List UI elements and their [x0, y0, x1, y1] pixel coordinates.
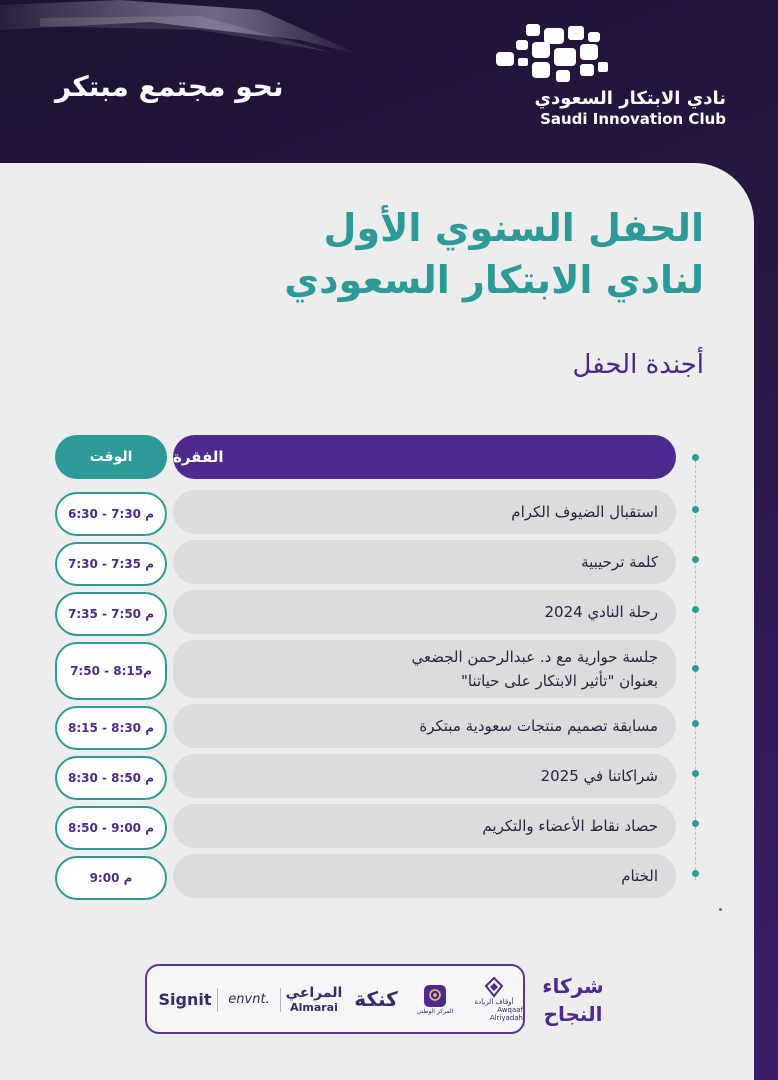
agenda-item: رحلة النادي 2024	[173, 590, 676, 634]
partners-label-line-1: شركاء	[542, 974, 604, 998]
decorative-dot	[719, 908, 722, 911]
timeline-dot	[692, 770, 699, 777]
awqaf-english: Awqaaf Alriyadah	[489, 1006, 523, 1022]
time-badge: 6:30 - 7:30 م	[55, 492, 167, 536]
partner-logo-national-center	[409, 966, 461, 1032]
partner-divider	[217, 988, 218, 1012]
almarai-english: Almarai	[290, 1000, 338, 1014]
timeline-dot	[692, 665, 699, 672]
agenda-item: حصاد نقاط الأعضاء والتكريم	[173, 804, 676, 848]
title-line-2: لنادي الابتكار السعودي	[284, 258, 704, 302]
timeline-dot	[692, 454, 699, 461]
partners-label-line-2: النجاح	[543, 1002, 603, 1026]
agenda-item-line-1: جلسة حوارية مع د. عبدالرحمن الجضعي	[411, 648, 658, 666]
time-badge: 9:00 م	[55, 856, 167, 900]
partners-label	[538, 972, 608, 1028]
time-badge: 8:15 - 8:30 م	[55, 706, 167, 750]
timeline-dot	[692, 556, 699, 563]
agenda-item	[173, 640, 676, 698]
logo-mark-icon	[496, 24, 610, 86]
partner-logo-envnt: envnt.	[228, 991, 270, 1007]
agenda-item-line-2: بعنوان "تأثير الابتكار على حياتنا"	[460, 672, 658, 690]
logo-english-text: Saudi Innovation Club	[540, 110, 726, 128]
awqaf-emblem-icon	[483, 976, 505, 998]
agenda-item: الختام	[173, 854, 676, 898]
timeline-dot	[692, 606, 699, 613]
partner-logo-almarai	[283, 966, 345, 1032]
time-badge: 8:30 - 8:50 م	[55, 756, 167, 800]
partner-logo-konak: كنكة	[354, 987, 398, 1011]
column-header-item: الفقرة	[173, 435, 676, 479]
timeline-dot	[692, 820, 699, 827]
time-badge: 8:50 - 9:00 م	[55, 806, 167, 850]
agenda-item: مسابقة تصميم منتجات سعودية مبتكرة	[173, 704, 676, 748]
header	[0, 0, 778, 170]
timeline-dot	[692, 870, 699, 877]
club-logo	[496, 24, 726, 134]
national-center-text: المركز الوطني	[416, 1007, 454, 1015]
timeline-dot	[692, 720, 699, 727]
almarai-arabic: المراعي	[285, 984, 343, 1001]
partner-divider	[280, 988, 281, 1012]
column-header-time: الوقت	[55, 435, 167, 479]
awqaf-arabic: أوقاف الريادة	[474, 998, 514, 1006]
agenda-subtitle: أجندة الحفل	[572, 350, 704, 380]
title-line-1: الحفل السنوي الأول	[323, 206, 704, 250]
page-title	[184, 202, 704, 306]
national-center-emblem-icon	[423, 984, 447, 1008]
light-streak-decoration	[0, 0, 400, 80]
partner-logo-signit: Signit	[158, 989, 212, 1009]
agenda-item: كلمة ترحيبية	[173, 540, 676, 584]
logo-arabic-text: نادي الابتكار السعودي	[534, 88, 726, 109]
agenda-item: استقبال الضيوف الكرام	[173, 490, 676, 534]
timeline-dot	[692, 506, 699, 513]
tagline: نحو مجتمع مبتكر	[55, 70, 284, 103]
partners-box	[145, 964, 525, 1034]
time-badge: 7:30 - 7:35 م	[55, 542, 167, 586]
time-badge: 7:50 - 8:15م	[55, 642, 167, 700]
time-badge: 7:35 - 7:50 م	[55, 592, 167, 636]
partner-logo-awqaf-alriyadah	[465, 966, 523, 1032]
agenda-item: شراكاتنا في 2025	[173, 754, 676, 798]
